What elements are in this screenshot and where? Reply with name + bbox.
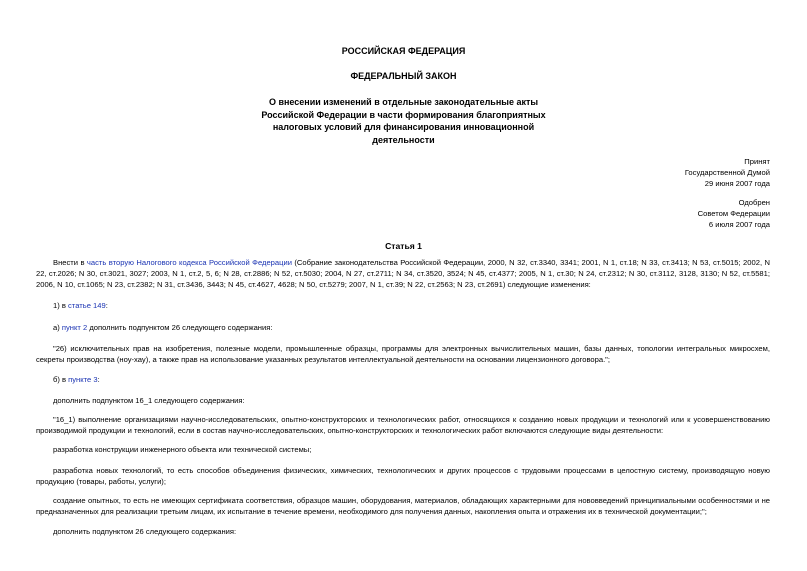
adoption-accepted-block bbox=[685, 156, 770, 189]
item-b-suffix: : bbox=[97, 375, 100, 384]
law-title-line: налоговых условий для финансирования инновационной bbox=[272, 122, 535, 132]
law-title-line: деятельности bbox=[372, 134, 435, 145]
item-b-prefix: б) в bbox=[53, 375, 69, 384]
approved-line: Советом Федерации bbox=[697, 209, 770, 218]
law-title-line: О внесении изменений в отдельные законодательные акты bbox=[268, 97, 539, 107]
subpoint-16-1-text: "16_1) выполнение организациями научно-исследовательских, опытно-конструкторских и технологических работ, относящихся к созданию новых продукции и технологий или к усовершенствованию производимой продукции и технологий, если в состав научно-исследовательских, опытно-конструкторских и технологических работ включаются следующие виды деятельности: bbox=[36, 415, 770, 435]
article-149-link[interactable]: статье 149 bbox=[68, 301, 106, 310]
point-3-link[interactable]: пункте 3 bbox=[68, 375, 98, 384]
activity-technology-paragraph: разработка новых технологий, то есть способов объединения физических, химических, технологических и других процессов с трудовыми процессами в целостную систему, производящую новую продукцию (товары, работы, услуги); bbox=[36, 466, 770, 486]
intro-paragraph bbox=[36, 257, 770, 290]
item-b bbox=[53, 374, 770, 385]
item-a-suffix: дополнить подпунктом 26 следующего содержания: bbox=[87, 323, 273, 332]
intro-text-before: Внести в bbox=[53, 258, 87, 267]
accepted-line: 29 июня 2007 года bbox=[704, 179, 770, 188]
accepted-line: Государственной Думой bbox=[684, 168, 770, 177]
law-title bbox=[0, 96, 807, 146]
tax-code-link[interactable]: часть вторую Налогового кодекса Российской Федерации bbox=[86, 258, 292, 267]
article-heading: Статья 1 bbox=[385, 241, 422, 251]
point-2-link[interactable]: пункт 2 bbox=[61, 323, 88, 332]
item-a-prefix: а) bbox=[53, 323, 62, 332]
approved-line: 6 июля 2007 года bbox=[708, 220, 770, 229]
item-a bbox=[53, 322, 770, 333]
country-heading: РОССИЙСКАЯ ФЕДЕРАЦИЯ bbox=[341, 46, 466, 56]
activity-prototype-paragraph: создание опытных, то есть не имеющих сертификата соответствия, образцов машин, оборудования, материалов, обладающих характерными для нововведений принципиальными особенностями и не предназначенных для реализации третьим лицам, их испытание в течение времени, необходимого для получения данных, накопления опыта и отражения их в технической документации;"; bbox=[36, 496, 770, 516]
item-1-prefix: 1) в bbox=[53, 301, 69, 310]
subpoint-26-text: "26) исключительных прав на изобретения, полезные модели, промышленные образцы, программы для электронных вычислительных машин, базы данных, топологии интегральных микросхем, секреты производства (ноу-хау), а также прав на использование указанных результатов интеллектуальной деятельности на основании лицензионного договора."; bbox=[36, 344, 770, 364]
item-1-suffix: : bbox=[105, 301, 108, 310]
law-title-line: Российской Федерации в части формирования благоприятных bbox=[261, 109, 546, 120]
add-16-1-paragraph: дополнить подпунктом 16_1 следующего содержания: bbox=[53, 396, 245, 405]
activity-design-paragraph: разработка конструкции инженерного объекта или технической системы; bbox=[53, 445, 312, 454]
law-type-heading: ФЕДЕРАЛЬНЫЙ ЗАКОН bbox=[350, 71, 457, 81]
item-1 bbox=[53, 300, 770, 311]
approved-line: Одобрен bbox=[738, 198, 770, 207]
add-26-paragraph: дополнить подпунктом 26 следующего содержания: bbox=[53, 527, 237, 536]
accepted-line: Принят bbox=[744, 157, 770, 166]
adoption-approved-block bbox=[698, 197, 770, 230]
intro-text-after: (Собрание законодательства Российской Федерации, 2000, N 32, ст.3340, 3341; 2001, N 1, ст.18; N 33, ст.3413; N 53, ст.5015; 2002, N 22, ст.2026; N 30, ст.3021, 3027; 2003, N 1, ст.2, 5, 6; N 28, ст.2886; N 52, ст.5030; 2004, N 27, ст.2711; N 34, ст.3520, 3524; N 45, ст.4377; 2005, N 1, ст.30; N 24, ст.2312; N 30, ст.3112, 3128, 3130; N 52, ст.5581; 2006, N 10, ст.1065; N 23, ст.2382; N 31, ст.3436, 3443; N 45, ст.4627, 4628; N 50, ст.5279; 2007, N 1, ст.39; N 22, ст.2563; N 23, ст.2691) следующие изменения: bbox=[36, 258, 770, 289]
